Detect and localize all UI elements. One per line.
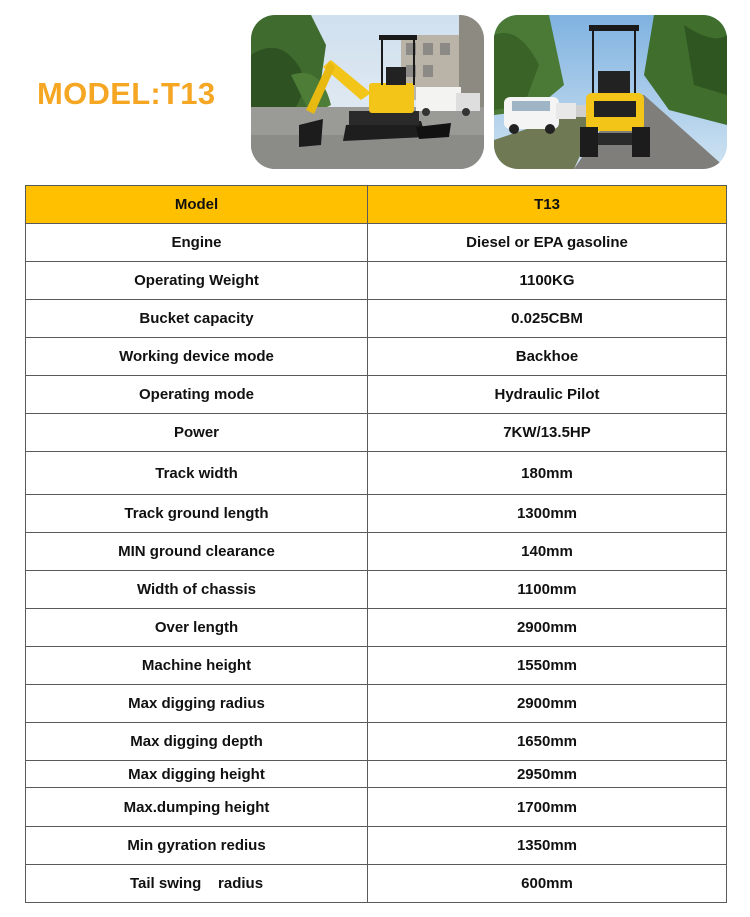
spec-value: Diesel or EPA gasoline: [368, 224, 727, 262]
spec-value: Hydraulic Pilot: [368, 376, 727, 414]
spec-label: Over length: [26, 609, 368, 647]
table-row: [26, 376, 727, 414]
spec-value: 2900mm: [368, 685, 727, 723]
spec-value: 1350mm: [368, 827, 727, 865]
table-row: [26, 262, 727, 300]
spec-label: Width of chassis: [26, 571, 368, 609]
header-label-cell: Model: [26, 186, 368, 224]
spec-label: Track width: [26, 452, 368, 495]
table-row: [26, 723, 727, 761]
spec-value: 1550mm: [368, 647, 727, 685]
spec-value: 1700mm: [368, 788, 727, 827]
spec-value: 180mm: [368, 452, 727, 495]
spec-label: Max digging radius: [26, 685, 368, 723]
table-row: [26, 647, 727, 685]
excavator-side-photo: [251, 15, 484, 169]
spec-label: Power: [26, 414, 368, 452]
spec-label: Working device mode: [26, 338, 368, 376]
table-row: [26, 533, 727, 571]
spec-label: Bucket capacity: [26, 300, 368, 338]
table-row: [26, 224, 727, 262]
table-row: [26, 495, 727, 533]
table-row: [26, 571, 727, 609]
spec-label: Max digging height: [26, 761, 368, 788]
table-row: [26, 414, 727, 452]
table-row: [26, 300, 727, 338]
table-row: [26, 827, 727, 865]
model-title: MODEL:T13: [37, 76, 216, 111]
spec-label: Operating Weight: [26, 262, 368, 300]
spec-value: 7KW/13.5HP: [368, 414, 727, 452]
header-value-cell: T13: [368, 186, 727, 224]
spec-label: MIN ground clearance: [26, 533, 368, 571]
spec-value: 1100KG: [368, 262, 727, 300]
spec-value: 1300mm: [368, 495, 727, 533]
table-row: [26, 788, 727, 827]
table-row: [26, 761, 727, 788]
spec-value: 2900mm: [368, 609, 727, 647]
spec-label: Min gyration redius: [26, 827, 368, 865]
spec-label: Engine: [26, 224, 368, 262]
spec-value: 140mm: [368, 533, 727, 571]
spec-value: 1100mm: [368, 571, 727, 609]
spec-label: Machine height: [26, 647, 368, 685]
table-row: [26, 338, 727, 376]
table-row: [26, 685, 727, 723]
table-row: [26, 452, 727, 495]
spec-value: 2950mm: [368, 761, 727, 788]
spec-label: Max.dumping height: [26, 788, 368, 827]
spec-value: 600mm: [368, 865, 727, 903]
excavator-rear-photo: [494, 15, 727, 169]
table-header-row: [26, 186, 727, 224]
table-row: [26, 609, 727, 647]
spec-label: Max digging depth: [26, 723, 368, 761]
table-row: [26, 865, 727, 903]
spec-label: Tail swing radius: [26, 865, 368, 903]
spec-label: Operating mode: [26, 376, 368, 414]
spec-label: Track ground length: [26, 495, 368, 533]
spec-value: 0.025CBM: [368, 300, 727, 338]
spec-table: [25, 185, 727, 903]
spec-value: Backhoe: [368, 338, 727, 376]
spec-value: 1650mm: [368, 723, 727, 761]
